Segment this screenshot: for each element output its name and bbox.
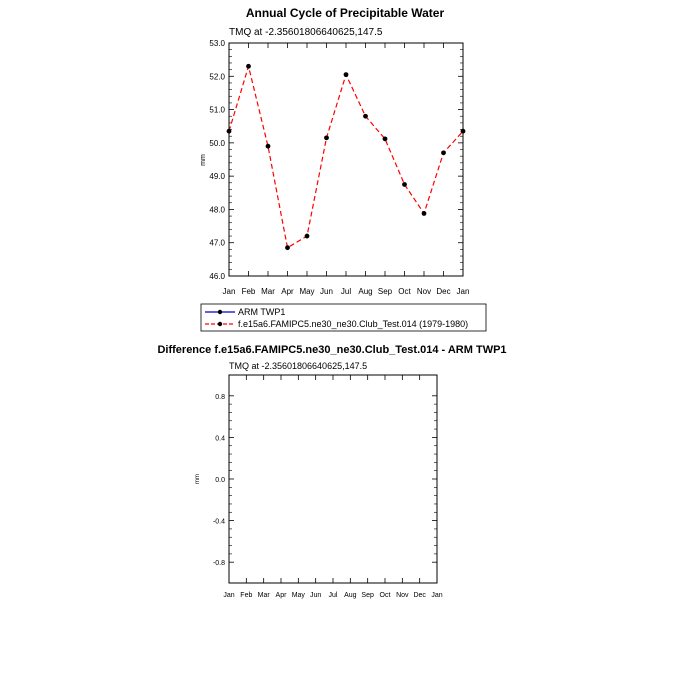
legend-dot-model	[218, 322, 222, 326]
chart1-plot-frame	[229, 43, 463, 276]
chart1-ytick-label: 48.0	[209, 205, 225, 215]
series-1-point-5	[324, 135, 329, 140]
series-line-1	[229, 66, 463, 247]
series-1-point-4	[305, 234, 310, 239]
series-1-point-7	[363, 114, 368, 119]
chart2-ytick-label: 0.0	[215, 477, 225, 484]
chart1-xtick-label: Jan	[456, 287, 470, 296]
series-1-point-3	[285, 245, 290, 250]
chart2-xtick-label: Dec	[413, 592, 426, 599]
chart2-subtitle: TMQ at -2.35601806640625,147.5	[229, 361, 368, 371]
series-1-point-8	[383, 136, 388, 141]
chart2-xtick-label: Jul	[328, 592, 338, 599]
chart1-ytick-label: 46.0	[209, 272, 225, 281]
series-1-point-11	[441, 150, 446, 155]
chart1-title: Annual Cycle of Precipitable Water	[245, 6, 445, 20]
chart2-ytick-label: -0.8	[212, 560, 225, 568]
chart1-xtick-label: Jul	[340, 287, 352, 296]
chart1-xtick-label: Mar	[261, 287, 275, 296]
series-1-point-2	[266, 144, 271, 149]
chart1-xtick-label: Aug	[358, 287, 373, 296]
chart1-ytick-label: 52.0	[209, 72, 225, 82]
chart1-subtitle: TMQ at -2.35601806640625,147.5	[229, 27, 383, 38]
series-1-point-10	[422, 211, 427, 216]
chart2-xtick-label: Jun	[310, 592, 322, 599]
chart2-xtick-label: May	[291, 592, 305, 599]
chart2-y-axis-label: mm	[195, 474, 201, 484]
chart1-ytick-label: 53.0	[209, 39, 225, 48]
chart1-xtick-label: Oct	[398, 287, 411, 296]
chart1-ytick-label: 51.0	[209, 105, 225, 115]
chart1-legend	[201, 304, 486, 331]
chart2-xtick-label: Nov	[396, 592, 409, 599]
chart1-xtick-label: Jun	[320, 287, 333, 296]
chart2-xtick-label: Mar	[257, 592, 270, 599]
chart2-xtick-label: Oct	[379, 592, 391, 599]
legend-label-model: f.e15a6.FAMIPC5.ne30_ne30.Club_Test.014 (1979-1980)	[238, 319, 469, 329]
chart2-xtick-label: Feb	[240, 592, 253, 599]
series-1-point-1	[246, 64, 251, 69]
chart2-xtick-label: Apr	[275, 592, 287, 599]
chart2-title: Difference f.e15a6.FAMIPC5.ne30_ne30.Club_Test.014 - ARM TWP1	[157, 344, 507, 356]
chart1-xtick-label: Dec	[436, 287, 451, 296]
chart2-xtick-label: Jan	[223, 592, 235, 599]
chart1-ytick-label: 47.0	[209, 238, 225, 248]
chart2-ytick-label: -0.4	[212, 518, 225, 526]
chart1-ytick-label: 49.0	[209, 172, 225, 182]
chart1-xtick-label: Nov	[416, 287, 432, 296]
chart1-xtick-label: Sep	[377, 287, 393, 296]
legend-label-arm-twp1: ARM TWP1	[238, 307, 286, 317]
chart2-ytick-label: 0.8	[215, 393, 225, 401]
series-1-point-0	[227, 129, 232, 134]
chart1-xtick-label: Apr	[281, 287, 294, 296]
chart2-plot-frame	[229, 375, 437, 583]
chart1-y-axis-label: mm	[200, 154, 207, 166]
series-1-point-9	[402, 182, 407, 187]
chart2-xtick-label: Aug	[344, 592, 357, 599]
chart-annual-cycle	[200, 6, 486, 331]
legend-dot-arm-twp1	[218, 310, 222, 314]
chart2-xtick-label: Jan	[431, 592, 443, 599]
chart1-xtick-label: Jan	[222, 287, 236, 296]
series-1-point-6	[344, 72, 349, 77]
chart1-xtick-label: Feb	[241, 287, 256, 296]
chart2-ytick-label: 0.4	[215, 435, 225, 443]
chart1-xtick-label: May	[299, 287, 315, 296]
chart2-xtick-label: Sep	[361, 592, 374, 599]
chart-difference	[157, 344, 506, 599]
series-1-point-12	[461, 129, 466, 134]
chart1-ytick-label: 50.0	[209, 138, 225, 148]
